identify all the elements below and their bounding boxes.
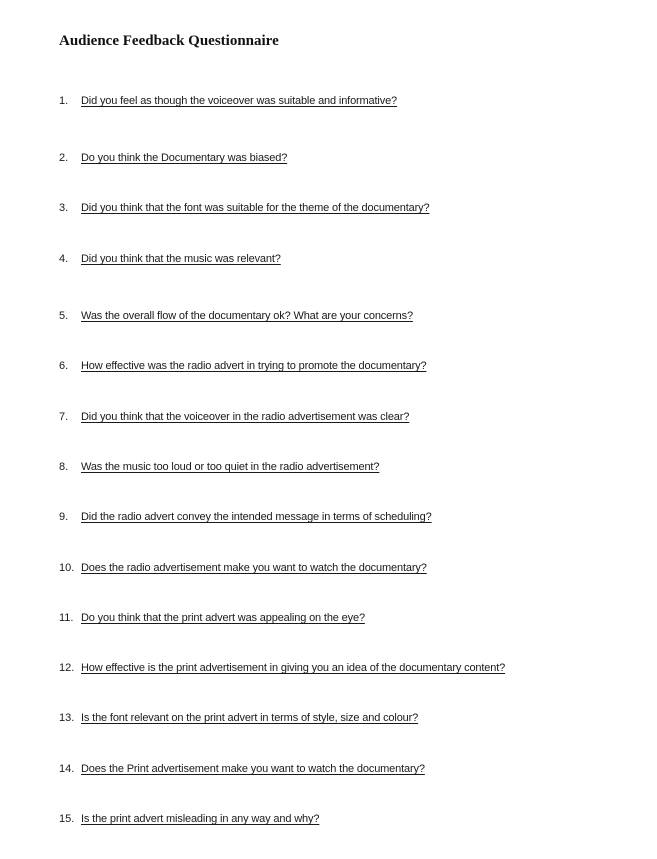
question-number: 14.: [59, 763, 75, 775]
question-text: Is the print advert misleading in any way and why?: [81, 813, 320, 825]
question-number: 10.: [59, 562, 75, 574]
question-text: Did you feel as though the voiceover was suitable and informative?: [81, 95, 398, 107]
question-number: 7.: [59, 411, 69, 423]
question-text: Did you think that the music was relevant?: [81, 253, 281, 265]
question-text: Is the font relevant on the print advert in terms of style, size and colour?: [81, 712, 419, 724]
question-text: How effective was the radio advert in trying to promote the documentary?: [81, 360, 427, 372]
question-number: 5.: [59, 310, 69, 322]
question-number: 11.: [59, 612, 74, 624]
question-text: Did you think that the voiceover in the radio advertisement was clear?: [81, 411, 410, 423]
question-number: 2.: [59, 152, 69, 164]
question-text: Was the overall flow of the documentary ok? What are your concerns?: [81, 310, 413, 322]
question-text: Do you think the Documentary was biased?: [81, 152, 288, 164]
question-number: 12.: [59, 662, 75, 674]
document-title: Audience Feedback Questionnaire: [59, 33, 279, 49]
question-number: 3.: [59, 202, 69, 214]
question-number: 8.: [59, 461, 69, 473]
question-text: Was the music too loud or too quiet in the radio advertisement?: [81, 461, 380, 473]
question-number: 6.: [59, 360, 69, 372]
question-text: Does the radio advertisement make you want to watch the documentary?: [81, 562, 427, 574]
question-number: 4.: [59, 253, 69, 265]
question-text: How effective is the print advertisement in giving you an idea of the documentary content?: [81, 662, 506, 674]
question-text: Do you think that the print advert was appealing on the eye?: [81, 612, 365, 624]
question-number: 15.: [59, 813, 75, 825]
question-text: Did the radio advert convey the intended message in terms of scheduling?: [81, 511, 432, 523]
question-number: 9.: [59, 511, 69, 523]
question-text: Did you think that the font was suitable for the theme of the documentary?: [81, 202, 430, 214]
question-text: Does the Print advertisement make you want to watch the documentary?: [81, 763, 425, 775]
question-number: 13.: [59, 712, 75, 724]
question-number: 1.: [59, 95, 69, 107]
